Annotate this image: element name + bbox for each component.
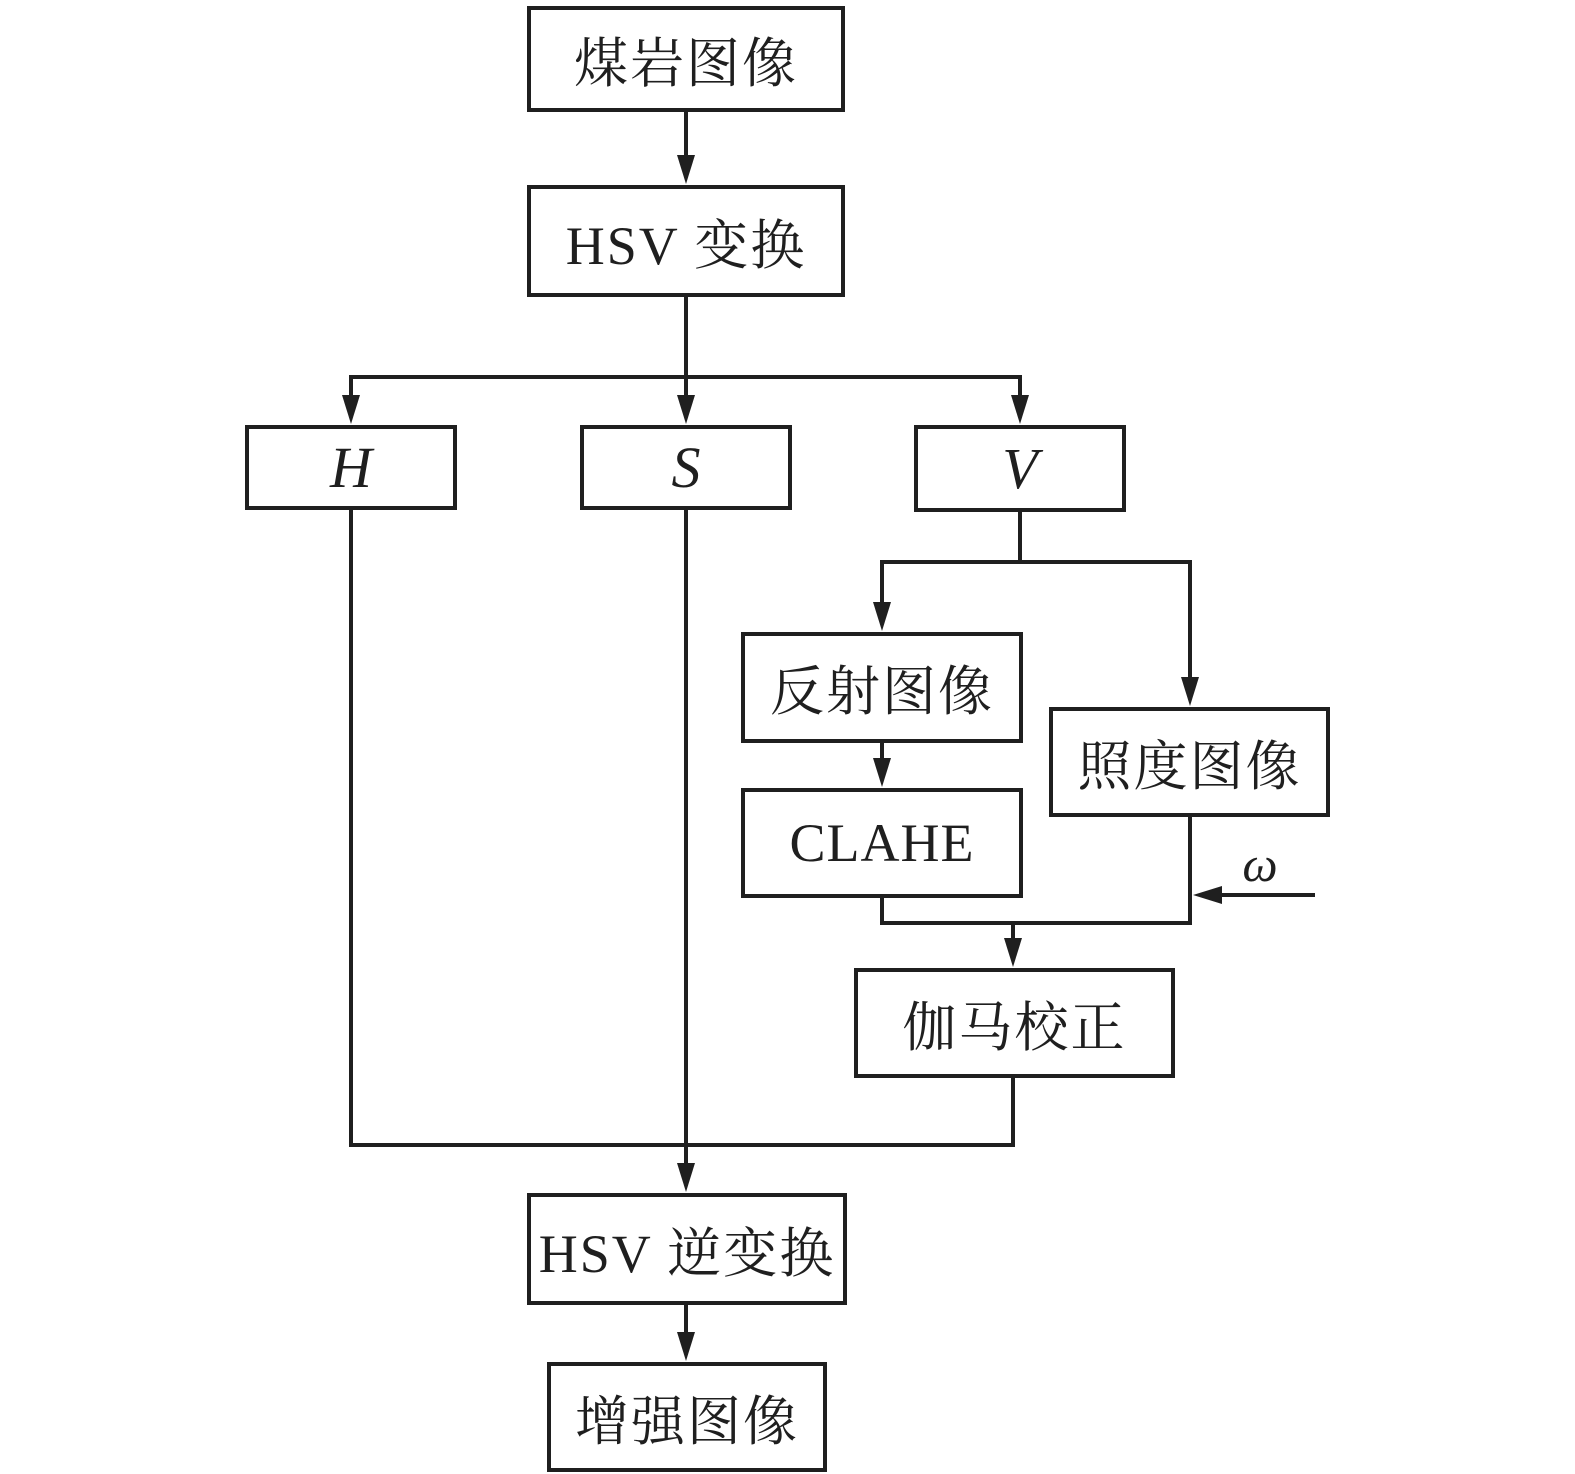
node-gamma-correction: [854, 968, 1175, 1078]
node-enhanced-image-label: 增强图像: [575, 1391, 799, 1452]
node-gamma-correction-label: 伽马校正: [902, 997, 1127, 1058]
node-reflection-image: [741, 632, 1023, 743]
node-hsv-inverse-transform-label: HSV 逆变换: [538, 1223, 836, 1284]
node-reflection-image-label: 反射图像: [770, 662, 994, 722]
node-s-channel-label: S: [671, 435, 701, 500]
node-hsv-transform-label: HSV 变换: [565, 215, 807, 276]
node-hsv-transform: [527, 185, 845, 297]
node-enhanced-image: [547, 1362, 827, 1472]
node-clahe-label: CLAHE: [789, 813, 975, 873]
node-illumination-image: [1049, 707, 1330, 817]
arrow-hsvinv-to-enhanced: [677, 1305, 695, 1361]
node-coal-image-label: 煤岩图像: [574, 33, 798, 94]
node-hsv-inverse-transform: [527, 1193, 847, 1305]
node-illumination-image-label: 照度图像: [1077, 736, 1302, 797]
arrow-coal-to-hsv: [677, 112, 695, 184]
node-h-channel: [245, 425, 457, 510]
connector-hsv-split: [342, 297, 1029, 424]
node-v-channel: [914, 425, 1126, 512]
node-clahe: [741, 788, 1023, 898]
node-h-channel-label: H: [330, 435, 372, 500]
node-v-channel-label: V: [1002, 436, 1038, 501]
node-s-channel: [580, 425, 792, 510]
node-coal-image: [527, 6, 845, 112]
omega-weight-label: ω: [1242, 836, 1278, 892]
arrow-reflect-to-clahe: [873, 743, 891, 787]
